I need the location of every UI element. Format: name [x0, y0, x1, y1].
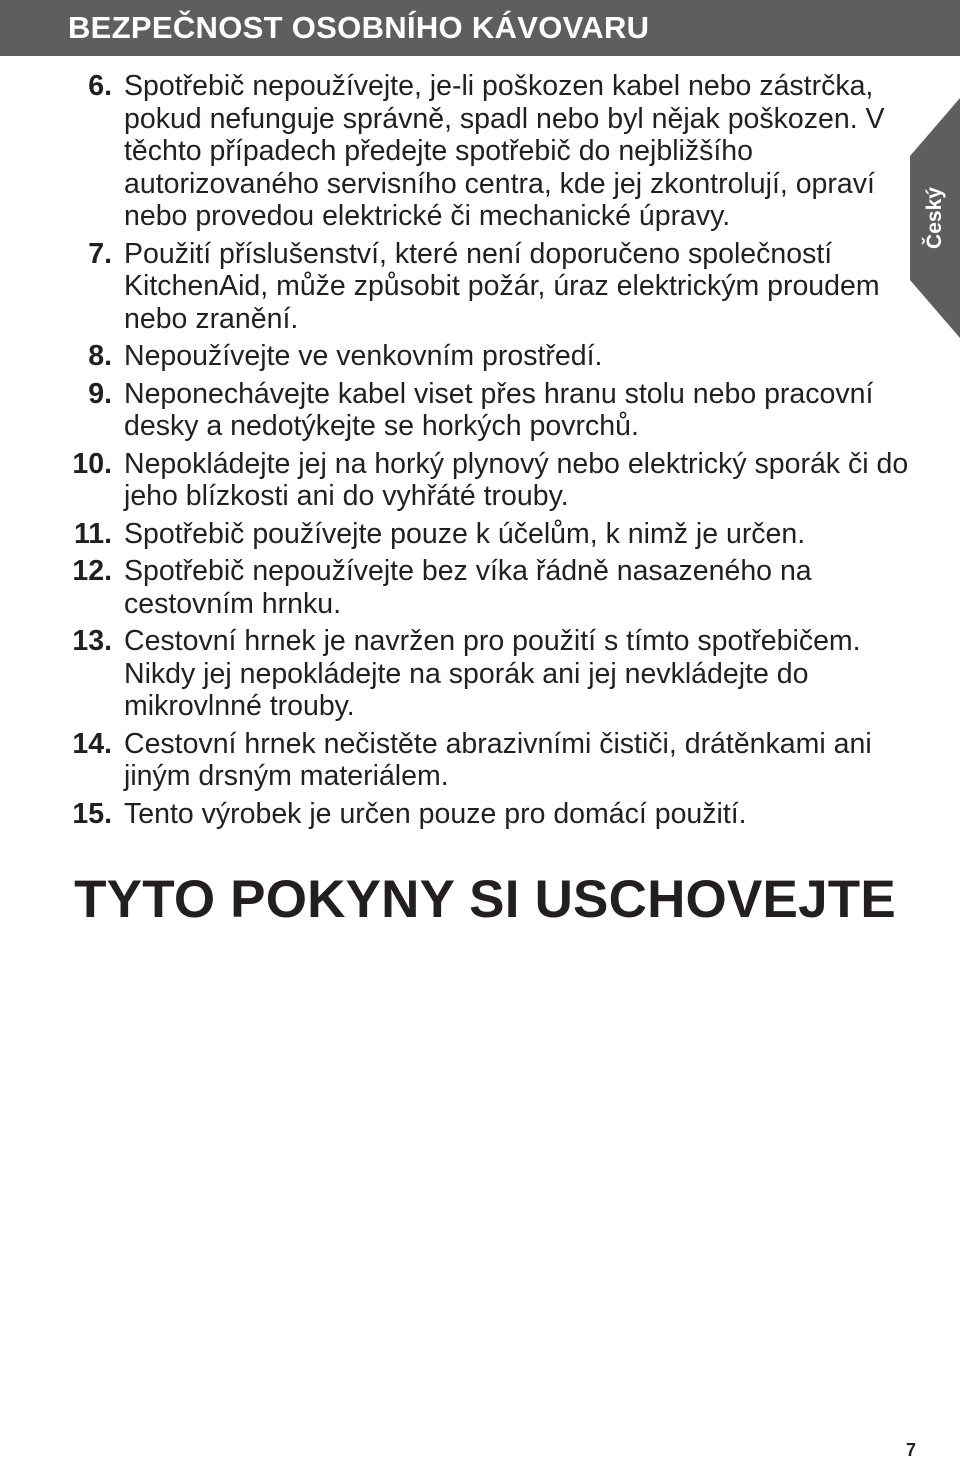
- safety-instructions-list: [0, 70, 960, 835]
- item-number: 11.: [73, 517, 112, 550]
- item-number: 14.: [72, 727, 112, 760]
- item-number: 13.: [72, 625, 112, 657]
- list-item: [0, 625, 960, 723]
- list-item: [0, 555, 960, 620]
- item-number: 9.: [88, 377, 112, 410]
- item-number: 15.: [72, 797, 112, 830]
- item-number: 10.: [72, 447, 112, 480]
- item-text: Nepoužívejte ve venkovním prostředí.: [124, 340, 603, 372]
- list-item: [0, 378, 960, 443]
- item-text: Cestovní hrnek nečistěte abrazivními čističi, drátěnkami ani jiným drsným materiálem.: [124, 727, 872, 792]
- item-text: Tento výrobek je určen pouze pro domácí použití.: [124, 797, 747, 830]
- list-item: [0, 448, 960, 513]
- list-item: [0, 798, 960, 831]
- page-number: 7: [905, 1440, 916, 1460]
- item-number: 8.: [88, 340, 112, 372]
- list-item: [0, 70, 960, 233]
- list-item: [0, 238, 960, 336]
- item-text: Spotřebič používejte pouze k účelům, k nimž je určen.: [124, 517, 806, 550]
- save-instructions-heading: TYTO POKYNY SI USCHOVEJTE: [74, 870, 896, 929]
- section-header-bar: [0, 0, 960, 56]
- item-text: Neponechávejte kabel viset přes hranu stolu nebo pracovní desky a nedotýkejte se horkých povrchů.: [124, 377, 874, 442]
- section-title: BEZPEČNOST OSOBNÍHO KÁVOVARU: [68, 10, 650, 45]
- item-text: Cestovní hrnek je navržen pro použití s tímto spotřebičem. Nikdy jej nepokládejte na sporák ani jej nevkládejte do mikrovlnné trouby.: [124, 625, 861, 722]
- language-tab-label: Český: [923, 187, 946, 249]
- item-text: Použití příslušenství, které není doporučeno společností KitchenAid, může způsobit požár, úraz elektrickým proudem nebo zranění.: [124, 237, 880, 335]
- item-text: Nepokládejte jej na horký plynový nebo elektrický sporák či do jeho blízkosti ani do vyhřáté trouby.: [124, 447, 909, 512]
- item-text: Spotřebič nepoužívejte bez víka řádně nasazeného na cestovním hrnku.: [124, 555, 812, 620]
- item-number: 7.: [88, 237, 112, 270]
- item-number: 12.: [72, 555, 112, 587]
- item-text: Spotřebič nepoužívejte, je-li poškozen kabel nebo zástrčka, pokud nefunguje správně, spadl nebo byl nějak poškozen. V těchto případech předejte spotřebič do nejbližšího autorizovaného servisního centra, kde jej zkontrolují, opraví nebo provedou elektrické či mechanické úpravy.: [124, 70, 885, 232]
- list-item: [0, 728, 960, 793]
- item-number: 6.: [88, 70, 112, 102]
- list-item: [0, 340, 960, 373]
- list-item: [0, 518, 960, 551]
